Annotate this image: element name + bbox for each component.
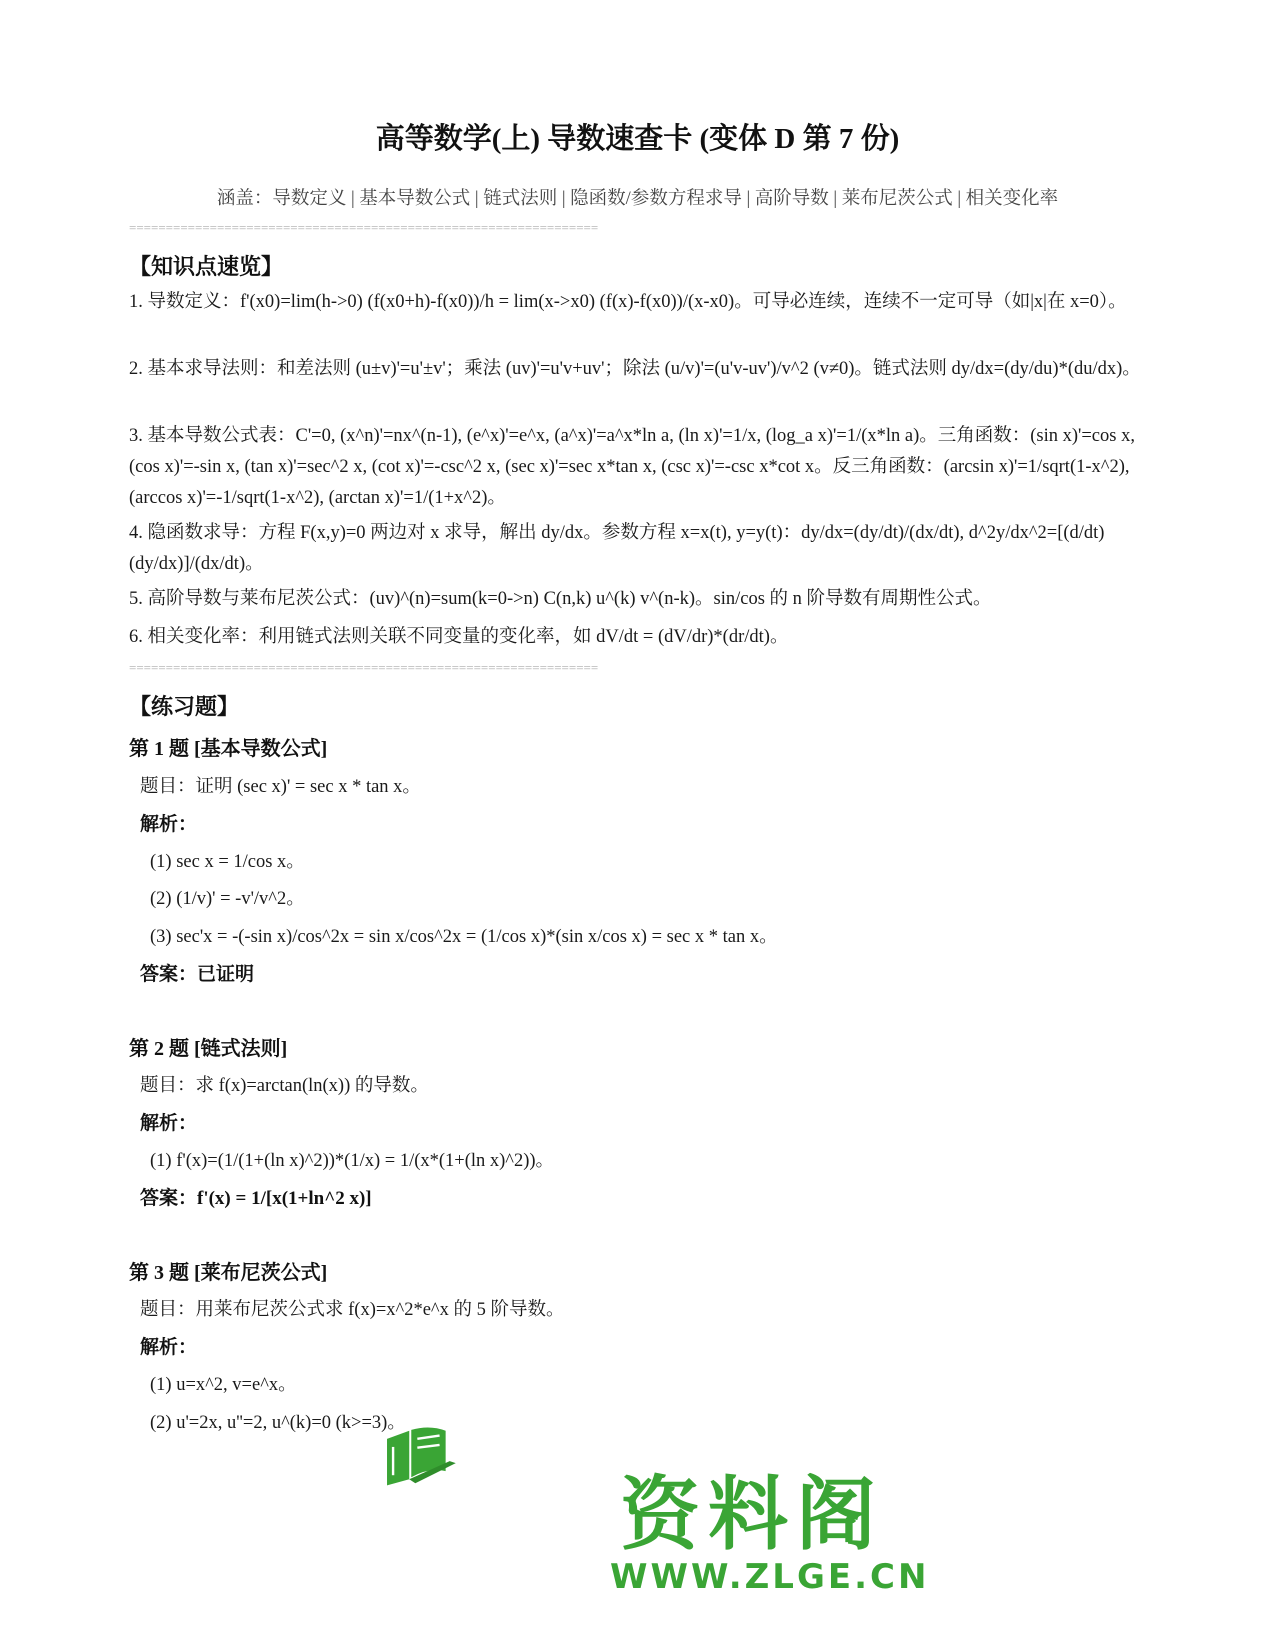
watermark-text-cn: 资料阁 bbox=[620, 1468, 884, 1561]
separator-line: ================================================================ bbox=[129, 660, 599, 675]
analysis-label: 解析： bbox=[140, 1337, 198, 1358]
question-title: 第 2 题 [链式法则] bbox=[129, 1038, 288, 1060]
question-title: 第 3 题 [莱布尼茨公式] bbox=[129, 1262, 328, 1284]
knowledge-item: 5. 高阶导数与莱布尼茨公式：(uv)^(n)=sum(k=0->n) C(n,k) u^(k) v^(n-k)。sin/cos 的 n 阶导数有周期性公式。 bbox=[129, 589, 992, 609]
question-title: 第 1 题 [基本导数公式] bbox=[129, 738, 328, 760]
knowledge-item: 2. 基本求导法则：和差法则 (u±v)'=u'±v'；乘法 (uv)'=u'v+uv'；除法 (u/v)'=(u'v-uv')/v^2 (v≠0)。链式法则 dy/dx=(dy/du)*(du/dx)。 bbox=[129, 359, 1141, 379]
book-logo-icon bbox=[385, 1375, 575, 1535]
knowledge-item: 6. 相关变化率：利用链式法则关联不同变量的变化率，如 dV/dt = (dV/dr)*(dr/dt)。 bbox=[129, 627, 789, 647]
question-prompt: 题目：用莱布尼茨公式求 f(x)=x^2*e^x 的 5 阶导数。 bbox=[140, 1300, 565, 1320]
page-subtitle: 涵盖：导数定义 | 基本导数公式 | 链式法则 | 隐函数/参数方程求导 | 高阶导数 | 莱布尼茨公式 | 相关变化率 bbox=[216, 189, 1059, 209]
analysis-step: (3) sec'x = -(-sin x)/cos^2x = sin x/cos^2x = (1/cos x)*(sin x/cos x) = sec x * tan x。 bbox=[150, 927, 778, 947]
analysis-step: (1) f'(x)=(1/(1+(ln x)^2))*(1/x) = 1/(x*(1+(ln x)^2))。 bbox=[150, 1151, 555, 1171]
analysis-label: 解析： bbox=[140, 1113, 198, 1134]
exercises-heading: 【练习题】 bbox=[129, 694, 240, 719]
analysis-step: (1) u=x^2, v=e^x。 bbox=[150, 1375, 297, 1395]
analysis-label: 解析： bbox=[140, 814, 198, 835]
knowledge-item: 4. 隐函数求导：方程 F(x,y)=0 两边对 x 求导，解出 dy/dx。参数方程 x=x(t), y=y(t)：dy/dx=(dy/dt)/(dx/dt), d^2y/dx^2=[(d/dt)(dy/dx)]/(dx/dt)。 bbox=[129, 523, 1105, 574]
knowledge-item: 3. 基本导数公式表：C'=0, (x^n)'=nx^(n-1), (e^x)'=e^x, (a^x)'=a^x*ln a, (ln x)'=1/x, (log_a x)'=1/(x*ln a)。三角函数：(sin x)'=cos x, (cos x)'=-sin x, (tan x)'=sec^2 x, (cot x)'=-csc^2 x, (sec x)'=sec x*tan x, (csc x)'=-csc x*cot x。反三角函数：(arcsin x)'=1/sqrt(1-x^2), (arccos x)'=-1/sqrt(1-x^2), (arctan x)'=1/(1+x^2)。 bbox=[129, 426, 1135, 508]
separator-line: ================================================================ bbox=[129, 220, 599, 235]
question-prompt: 题目：证明 (sec x)' = sec x * tan x。 bbox=[140, 777, 421, 797]
answer-line: 答案：已证明 bbox=[140, 964, 255, 985]
page-title: 高等数学(上) 导数速查卡 (变体 D 第 7 份) bbox=[375, 123, 900, 155]
knowledge-item: 1. 导数定义：f'(x0)=lim(h->0) (f(x0+h)-f(x0))/h = lim(x->x0) (f(x)-f(x0))/(x-x0)。可导必连续，连续不一定可导（如|x|在 x=0）。 bbox=[129, 292, 1127, 312]
analysis-step: (2) u'=2x, u''=2, u^(k)=0 (k>=3)。 bbox=[150, 1413, 406, 1433]
analysis-step: (1) sec x = 1/cos x。 bbox=[150, 852, 305, 872]
knowledge-heading: 【知识点速览】 bbox=[129, 254, 284, 279]
watermark-text-en: WWW.ZLGE.CN bbox=[610, 1557, 930, 1597]
question-prompt: 题目：求 f(x)=arctan(ln(x)) 的导数。 bbox=[140, 1076, 429, 1096]
analysis-step: (2) (1/v)' = -v'/v^2。 bbox=[150, 889, 305, 909]
answer-line: 答案：f'(x) = 1/[x(1+ln^2 x)] bbox=[140, 1188, 372, 1209]
